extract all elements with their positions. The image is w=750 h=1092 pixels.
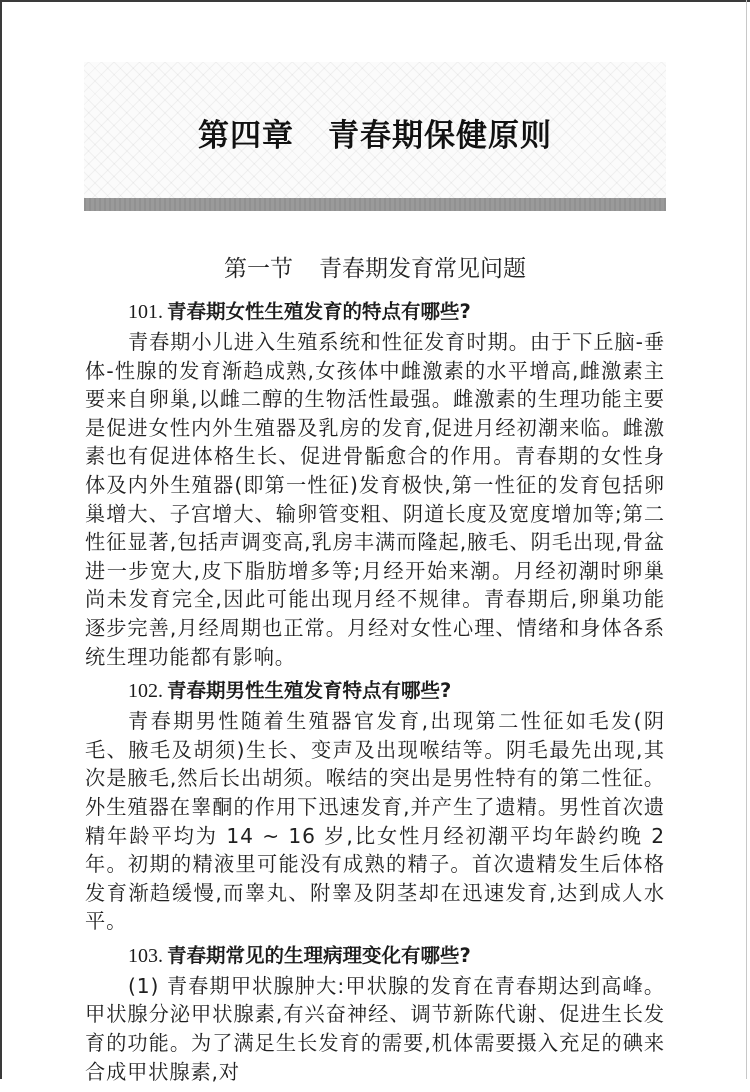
question-number: 102. [128, 680, 163, 703]
answer-paragraph: 青春期小儿进入生殖系统和性征发育时期。由于下丘脑-垂体-性腺的发育渐趋成熟,女孩体中雌激素的水平增高,雌激素主要来自卵巢,以雌二醇的生物活性最强。雌激素的生理功能主要是促进女性内外生殖器及乳房的发育,促进月经初潮来临。雌激素也有促进体格生长、促进骨骺愈合的作用。青春期的女性身体及内外生殖器(即第一性征)发育极快,第一性征的发育包括卵巢增大、子宫增大、输卵管变粗、阴道长度及宽度增加等;第二性征显著,包括声调变高,乳房丰满而隆起,腋毛、阴毛出现,骨盆进一步宽大,皮下脂肪增多等;月经开始来潮。月经初潮时卵巢尚未发育完全,因此可能出现月经不规律。青春期后,卵巢功能逐步完善,月经周期也正常。月经对女性心理、情绪和身体各系统生理功能都有影响。 [85, 330, 665, 669]
chapter-title [84, 110, 666, 155]
question-101 [85, 298, 665, 671]
question-102 [85, 677, 665, 936]
question-number: 101. [128, 301, 163, 323]
question-103 [85, 942, 665, 1086]
chapter-name: 青春期保健原则 [328, 118, 552, 154]
page-edge-line [746, 0, 747, 1079]
chapter-banner [84, 62, 666, 198]
question-title: 青春期常见的生理病理变化有哪些? [167, 943, 471, 967]
question-heading [85, 677, 665, 707]
chapter-divider-bar [84, 198, 666, 211]
answer-paragraph: 青春期男性随着生殖器官发育,出现第二性征如毛发(阴毛、腋毛及胡须)生长、变声及出现喉结等。阴毛最先出现,其次是腋毛,然后长出胡须。喉结的突出是男性特有的第二性征。外生殖器在睾酮的作用下迅速发育,并产生了遗精。男性首次遗精年龄平均为 14 ~ 16 岁,比女性月经初潮平均年龄约晚 2 年。初期的精液里可能没有成熟的精子。首次遗精发生后体格发育渐趋缓慢,而睾丸、附睾及阴茎却在迅速发育,达到成人水平。 [85, 709, 665, 934]
question-title: 青春期男性生殖发育特点有哪些? [167, 679, 452, 703]
page-content [85, 298, 665, 1092]
question-title: 青春期女性生殖发育的特点有哪些? [167, 300, 471, 323]
section-name: 青春期发育常见问题 [319, 256, 526, 282]
question-heading [85, 942, 665, 972]
question-number: 103. [128, 944, 163, 967]
question-heading [85, 298, 665, 328]
answer-paragraph: (1) 青春期甲状腺肿大:甲状腺的发育在青春期达到高峰。甲状腺分泌甲状腺素,有兴奋神经、调节新陈代谢、促进生长发育的功能。为了满足生长发育的需要,机体需要摄入充足的碘来合成甲状腺素,对 [85, 973, 665, 1084]
section-number: 第一节 [224, 256, 293, 282]
section-title [0, 250, 750, 283]
chapter-number: 第四章 [198, 118, 294, 154]
